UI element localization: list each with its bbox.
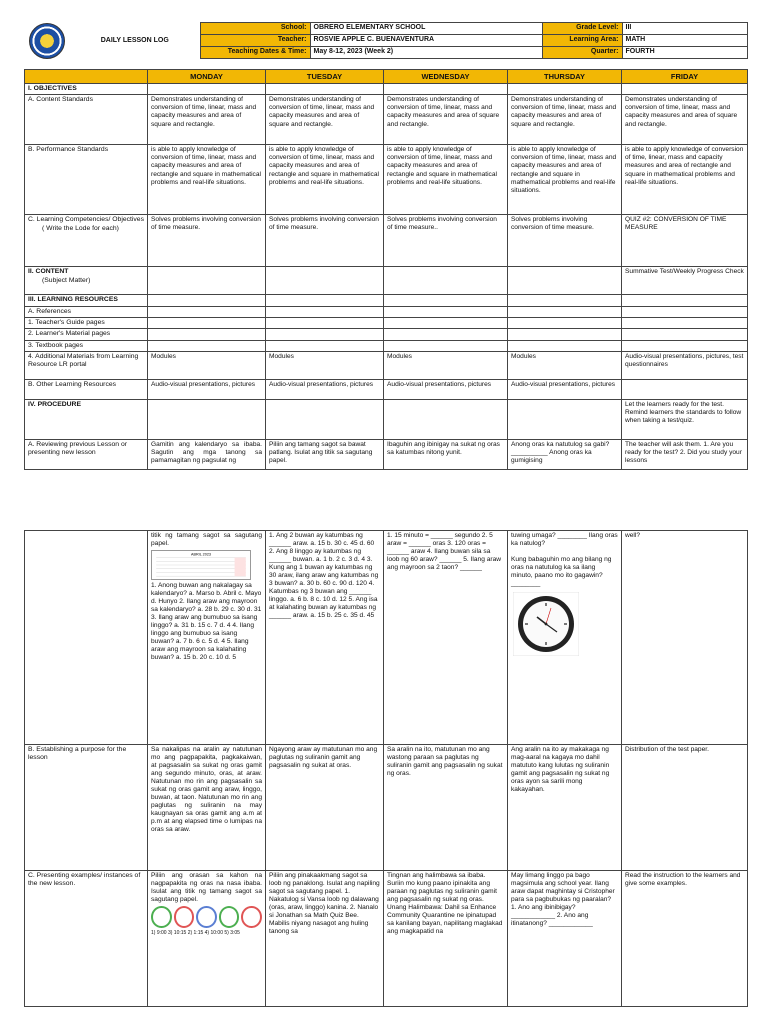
row-label-textbook: 3. Textbook pages xyxy=(25,340,148,351)
lc-tuesday: Solves problems involving conversion of time measure. xyxy=(266,215,384,267)
day-header-tuesday: TUESDAY xyxy=(266,70,384,84)
pur-monday: Sa nakalipas na aralin ay natutunan mo ang pagpapakita, pagkakaiwan, at pagsasalin sa sukat ng oras gamit ang segundo minuto, oras, at araw. Natutunan mo rin ang pagsasalin sa sukat ng oras gamit ang araw, linggo, buwan, at taon. Natutunan mo rin ang paglutas ng suliranin na may kaugnayan sa oras gamit ang a.m at p.m at ang elapsed time o lumipas na oras sa araw. xyxy=(148,745,266,871)
area-label: Learning Area: xyxy=(542,35,622,47)
cs-monday: Demonstrates understanding of conversion of time, linear, mass and capacity measures and area of square and rectangle. xyxy=(148,95,266,145)
clock-icon xyxy=(219,906,240,928)
cs-tuesday: Demonstrates understanding of conversion of time, linear, mass and capacity measures and area of square and rectangle. xyxy=(266,95,384,145)
row-label-lm: 2. Learner's Material pages xyxy=(25,329,148,340)
rev-wednesday-1: Ibaguhin ang ibinigay na sukat ng oras sa katumbas nitong yunit. xyxy=(384,439,508,469)
school-label: School: xyxy=(200,23,310,35)
other-thursday: Audio-visual presentations, pictures xyxy=(508,379,622,399)
cs-wednesday: Demonstrates understanding of conversion of time, linear, mass and capacity measures and area of square and rectangle. xyxy=(384,95,508,145)
clock-icon xyxy=(174,906,195,928)
ex-monday-text: Piliin ang orasan sa kahon na nagpapakita ng oras na nasa ibaba. Isulat ang titik ng tamang sagot sa sagutang papel. xyxy=(151,872,262,904)
rev-thursday-2b: Kung babaguhin mo ang bilang ng oras na natutulog ka sa ilang minuto, paano mo ito gagawin? ________ xyxy=(511,556,612,588)
ex-friday: Read the instruction to the learners and give some examples. xyxy=(622,871,748,1007)
row-label-review: A. Reviewing previous Lesson or presenting new lesson xyxy=(25,439,148,469)
ex-monday-options: 1) 9:00 3) 10:15 2) 1:15 4) 10:00 5) 3:05 xyxy=(151,930,240,937)
clock-options xyxy=(151,906,262,928)
logo-cell xyxy=(24,23,70,59)
rev-tuesday-1: Piliin ang tamang sagot sa bawat patlang. Isulat ang titik sa sagutang papel. xyxy=(266,439,384,469)
row-label-procedure: IV. PROCEDURE xyxy=(25,399,148,439)
ex-wednesday: Tingnan ang halimbawa sa ibaba. Suriin mo kung paano ipinakita ang paraan ng paglutas ng suliranin gamit ang pagsasalin ng sukat ng oras. Unang Halimbawa: Dahil sa Enhance Community Quarantine ne ipinatupad sa kanilang bayan, napilitang maglakad ang magkapatid na xyxy=(384,871,508,1007)
day-header-wednesday: WEDNESDAY xyxy=(384,70,508,84)
other-wednesday: Audio-visual presentations, pictures xyxy=(384,379,508,399)
pur-friday: Distribution of the test paper. xyxy=(622,745,748,871)
row-label-other: B. Other Learning Resources xyxy=(25,379,148,399)
cs-friday: Demonstrates understanding of conversion of time, linear, mass and capacity measures and area of square and rectangle. xyxy=(622,95,748,145)
lc-monday: Solves problems involving conversion of time measure. xyxy=(148,215,266,267)
doc-title: DAILY LESSON LOG xyxy=(100,36,169,44)
clock-icon xyxy=(196,906,217,928)
day-header-friday: FRIDAY xyxy=(622,70,748,84)
competencies-note: ( Write the Lode for each) xyxy=(42,224,119,232)
lesson-table-continued xyxy=(24,530,748,1007)
row-label-review-cont xyxy=(25,531,148,745)
rev-monday-2-intro: titik ng tamang sagot sa sagutang papel. xyxy=(151,532,262,548)
rev-friday-2: well? xyxy=(622,531,748,745)
rev-thursday-2 xyxy=(508,531,622,745)
school-value: OBRERO ELEMENTARY SCHOOL xyxy=(310,23,542,35)
teacher-value: ROSVIE APPLE C. BUENAVENTURA xyxy=(310,35,542,47)
rev-wednesday-2: 1. 15 minuto = ______ segundo 2. 5 araw = ______ oras 3. 120 oras = ______ araw 4. Ilang buwan sila sa loob ng 60 araw? ______ 5. Ilang araw ang mayroon sa 2 taon? ______ xyxy=(384,531,508,745)
row-label-tg: 1. Teacher's Guide pages xyxy=(25,317,148,328)
ps-friday: is able to apply knowledge of conversion of time, linear, mass and capacity measures and area of rectangle and square in mathematical problems and real-life situations. xyxy=(622,145,748,215)
quarter-label: Quarter: xyxy=(542,47,622,59)
ps-monday: is able to apply knowledge of conversion of time, linear, mass and capacity measures and area of rectangle and square in mathematical problems and real-life situations. xyxy=(148,145,266,215)
rev-thursday-2a: tuwing umaga? ________ Ilang oras ka natulog? xyxy=(511,532,618,548)
clock-icon xyxy=(241,906,262,928)
deped-seal-icon xyxy=(29,23,65,59)
ex-thursday: May limang linggo pa bago magsimula ang school year. Ilang araw dapat maghintay si Cristopher para sa pagbubukas ng paaralan? 1. Ano ang ibinibigay? ____________ 2. Ano ang itinatanong? ____________ xyxy=(508,871,622,1007)
add-tuesday: Modules xyxy=(266,351,384,379)
rev-monday-2 xyxy=(148,531,266,745)
pur-wednesday: Sa aralin na ito, matutunan mo ang wastong paraan sa paglutas ng suliranin gamit ang pagsasalin ng sukat ng oras. xyxy=(384,745,508,871)
ex-monday xyxy=(148,871,266,1007)
ps-thursday: is able to apply knowledge of conversion of time, linear, mass and capacity measures and area of rectangle and square in mathematical problems and real-life situations. xyxy=(508,145,622,215)
header-table xyxy=(24,22,748,59)
row-label-content-standards: A. Content Standards xyxy=(25,95,148,145)
dates-label: Teaching Dates & Time: xyxy=(200,47,310,59)
wall-clock-icon xyxy=(513,592,579,656)
row-label-competencies xyxy=(25,215,148,267)
rev-monday-1: Gamitin ang kalendaryo sa ibaba. Sagutin ang mga tanong sa pamamagitan ng pagsulat ng xyxy=(148,439,266,469)
dll-page-2 xyxy=(24,530,747,1010)
day-header-blank xyxy=(25,70,148,84)
competencies-label: C. Learning Competencies/ Objectives xyxy=(28,216,144,224)
ps-wednesday: is able to apply knowledge of conversion of time, linear, mass and capacity measures and area of rectangle and square in mathematical problems and real-life situations. xyxy=(384,145,508,215)
row-label-references: A. References xyxy=(25,306,148,317)
row-label-performance-standards: B. Performance Standards xyxy=(25,145,148,215)
lc-wednesday: Solves problems involving conversion of time measure.. xyxy=(384,215,508,267)
grade-label: Grade Level: xyxy=(542,23,622,35)
calendar-image xyxy=(151,550,251,580)
row-label-additional: 4. Additional Materials from Learning Resource LR portal xyxy=(25,351,148,379)
dll-page-1 xyxy=(24,22,747,474)
ex-tuesday: Piliin ang pinakaakmang sagot sa loob ng panaklong. Isulat ang napiling sagot sa sagutang papel. 1. Nakatulog si Vansa loob ng dalawang (oras, araw, linggo) kanina. 2. Nanalo si Jonathan sa Math Quiz Bee. Mabilis niyang nasagot ang huling tanong sa xyxy=(266,871,384,1007)
add-friday: Audio-visual presentations, pictures, test questionnaires xyxy=(622,351,748,379)
row-label-resources: III. LEARNING RESOURCES xyxy=(25,295,148,306)
lesson-table xyxy=(24,69,748,470)
add-thursday: Modules xyxy=(508,351,622,379)
quarter-value: FOURTH xyxy=(622,47,747,59)
calendar-title: ABRIL 2023 xyxy=(191,552,211,557)
pur-thursday: Ang aralin na ito ay makakaga ng mag-aaral na kagaya mo dahil matututo kang lulutas ng suliranin gamit ang pagsasalin ng sukat ng oras ayon sa sarili mong kakayahan. xyxy=(508,745,622,871)
dates-value: May 8-12, 2023 (Week 2) xyxy=(310,47,542,59)
rev-friday-1: The teacher will ask them. 1. Are you ready for the test? 2. Did you study your lessons xyxy=(622,439,748,469)
grade-value: III xyxy=(622,23,747,35)
other-monday: Audio-visual presentations, pictures xyxy=(148,379,266,399)
other-tuesday: Audio-visual presentations, pictures xyxy=(266,379,384,399)
ps-tuesday: is able to apply knowledge of conversion of time, linear, mass and capacity measures and area of rectangle and square in mathematical problems and real-life situations. xyxy=(266,145,384,215)
add-wednesday: Modules xyxy=(384,351,508,379)
teacher-label: Teacher: xyxy=(200,35,310,47)
day-header-thursday: THURSDAY xyxy=(508,70,622,84)
row-label-purpose: B. Establishing a purpose for the lesson xyxy=(25,745,148,871)
add-monday: Modules xyxy=(148,351,266,379)
rev-thursday-1: Anong oras ka natutulog sa gabi? __________ Anong oras ka gumigising xyxy=(508,439,622,469)
content-note: (Subject Matter) xyxy=(42,276,91,284)
row-label-objectives: I. OBJECTIVES xyxy=(25,84,148,95)
day-header-monday: MONDAY xyxy=(148,70,266,84)
pur-tuesday: Ngayong araw ay matutunan mo ang paglutas ng suliranin gamit ang pagsasalin ng sukat at oras. xyxy=(266,745,384,871)
content-label: II. CONTENT xyxy=(28,268,69,276)
lc-friday: QUIZ #2: CONVERSION OF TIME MEASURE xyxy=(622,215,748,267)
area-value: MATH xyxy=(622,35,747,47)
content-friday: Summative Test/Weekly Progress Check xyxy=(622,267,748,295)
rev-tuesday-2: 1. Ang 2 buwan ay katumbas ng ______ araw. a. 15 b. 30 c. 45 d. 60 2. Ang 8 linggo ay katumbas ng ______ buwan. a. 1 b. 2 c. 3 d. 4 3. Kung ang 1 buwan ay katumbas ng 30 araw, ilang araw ang katumbas ng 3 buwan? a. 30 b. 60 c. 90 d. 120 4. Katumbas ng 3 buwan ang ______ linggo. a. 6 b. 8 c. 10 d. 12 5. Ang isa at kalahating buwan ay katumbas ng ______ araw. a. 15 b. 25 c. 35 d. 45 xyxy=(266,531,384,745)
cs-thursday: Demonstrates understanding of conversion of time, linear, mass and capacity measures and area of square and rectangle. xyxy=(508,95,622,145)
rev-monday-2-questions: 1. Anong buwan ang nakalagay sa kalendaryo? a. Marso b. Abril c. Mayo d. Hunyo 2. Ilang araw ang mayroon sa kalendaryo? a. 28 b. 29 c. 30 d. 31 3. Ilang araw ang bumubuo sa isang linggo? a. 31 b. 15 c. 7 d. 4 4. Ilang linggo ang bumubuo sa isang buwan? a. 7 b. 6 c. 5 d. 4 5. Ilang araw ang mayroon sa kalahating buwan? a. 15 b. 20 c. 10 d. 5 xyxy=(151,582,262,662)
row-label-examples: C. Presenting examples/ instances of the new lesson. xyxy=(25,871,148,1007)
lc-thursday: Solves problems involving conversion of time measure. xyxy=(508,215,622,267)
proc-friday: Let the learners ready for the test. Remind learners the standards to follow when taking a test/quiz. xyxy=(622,399,748,439)
clock-icon xyxy=(151,906,172,928)
row-label-content xyxy=(25,267,148,295)
